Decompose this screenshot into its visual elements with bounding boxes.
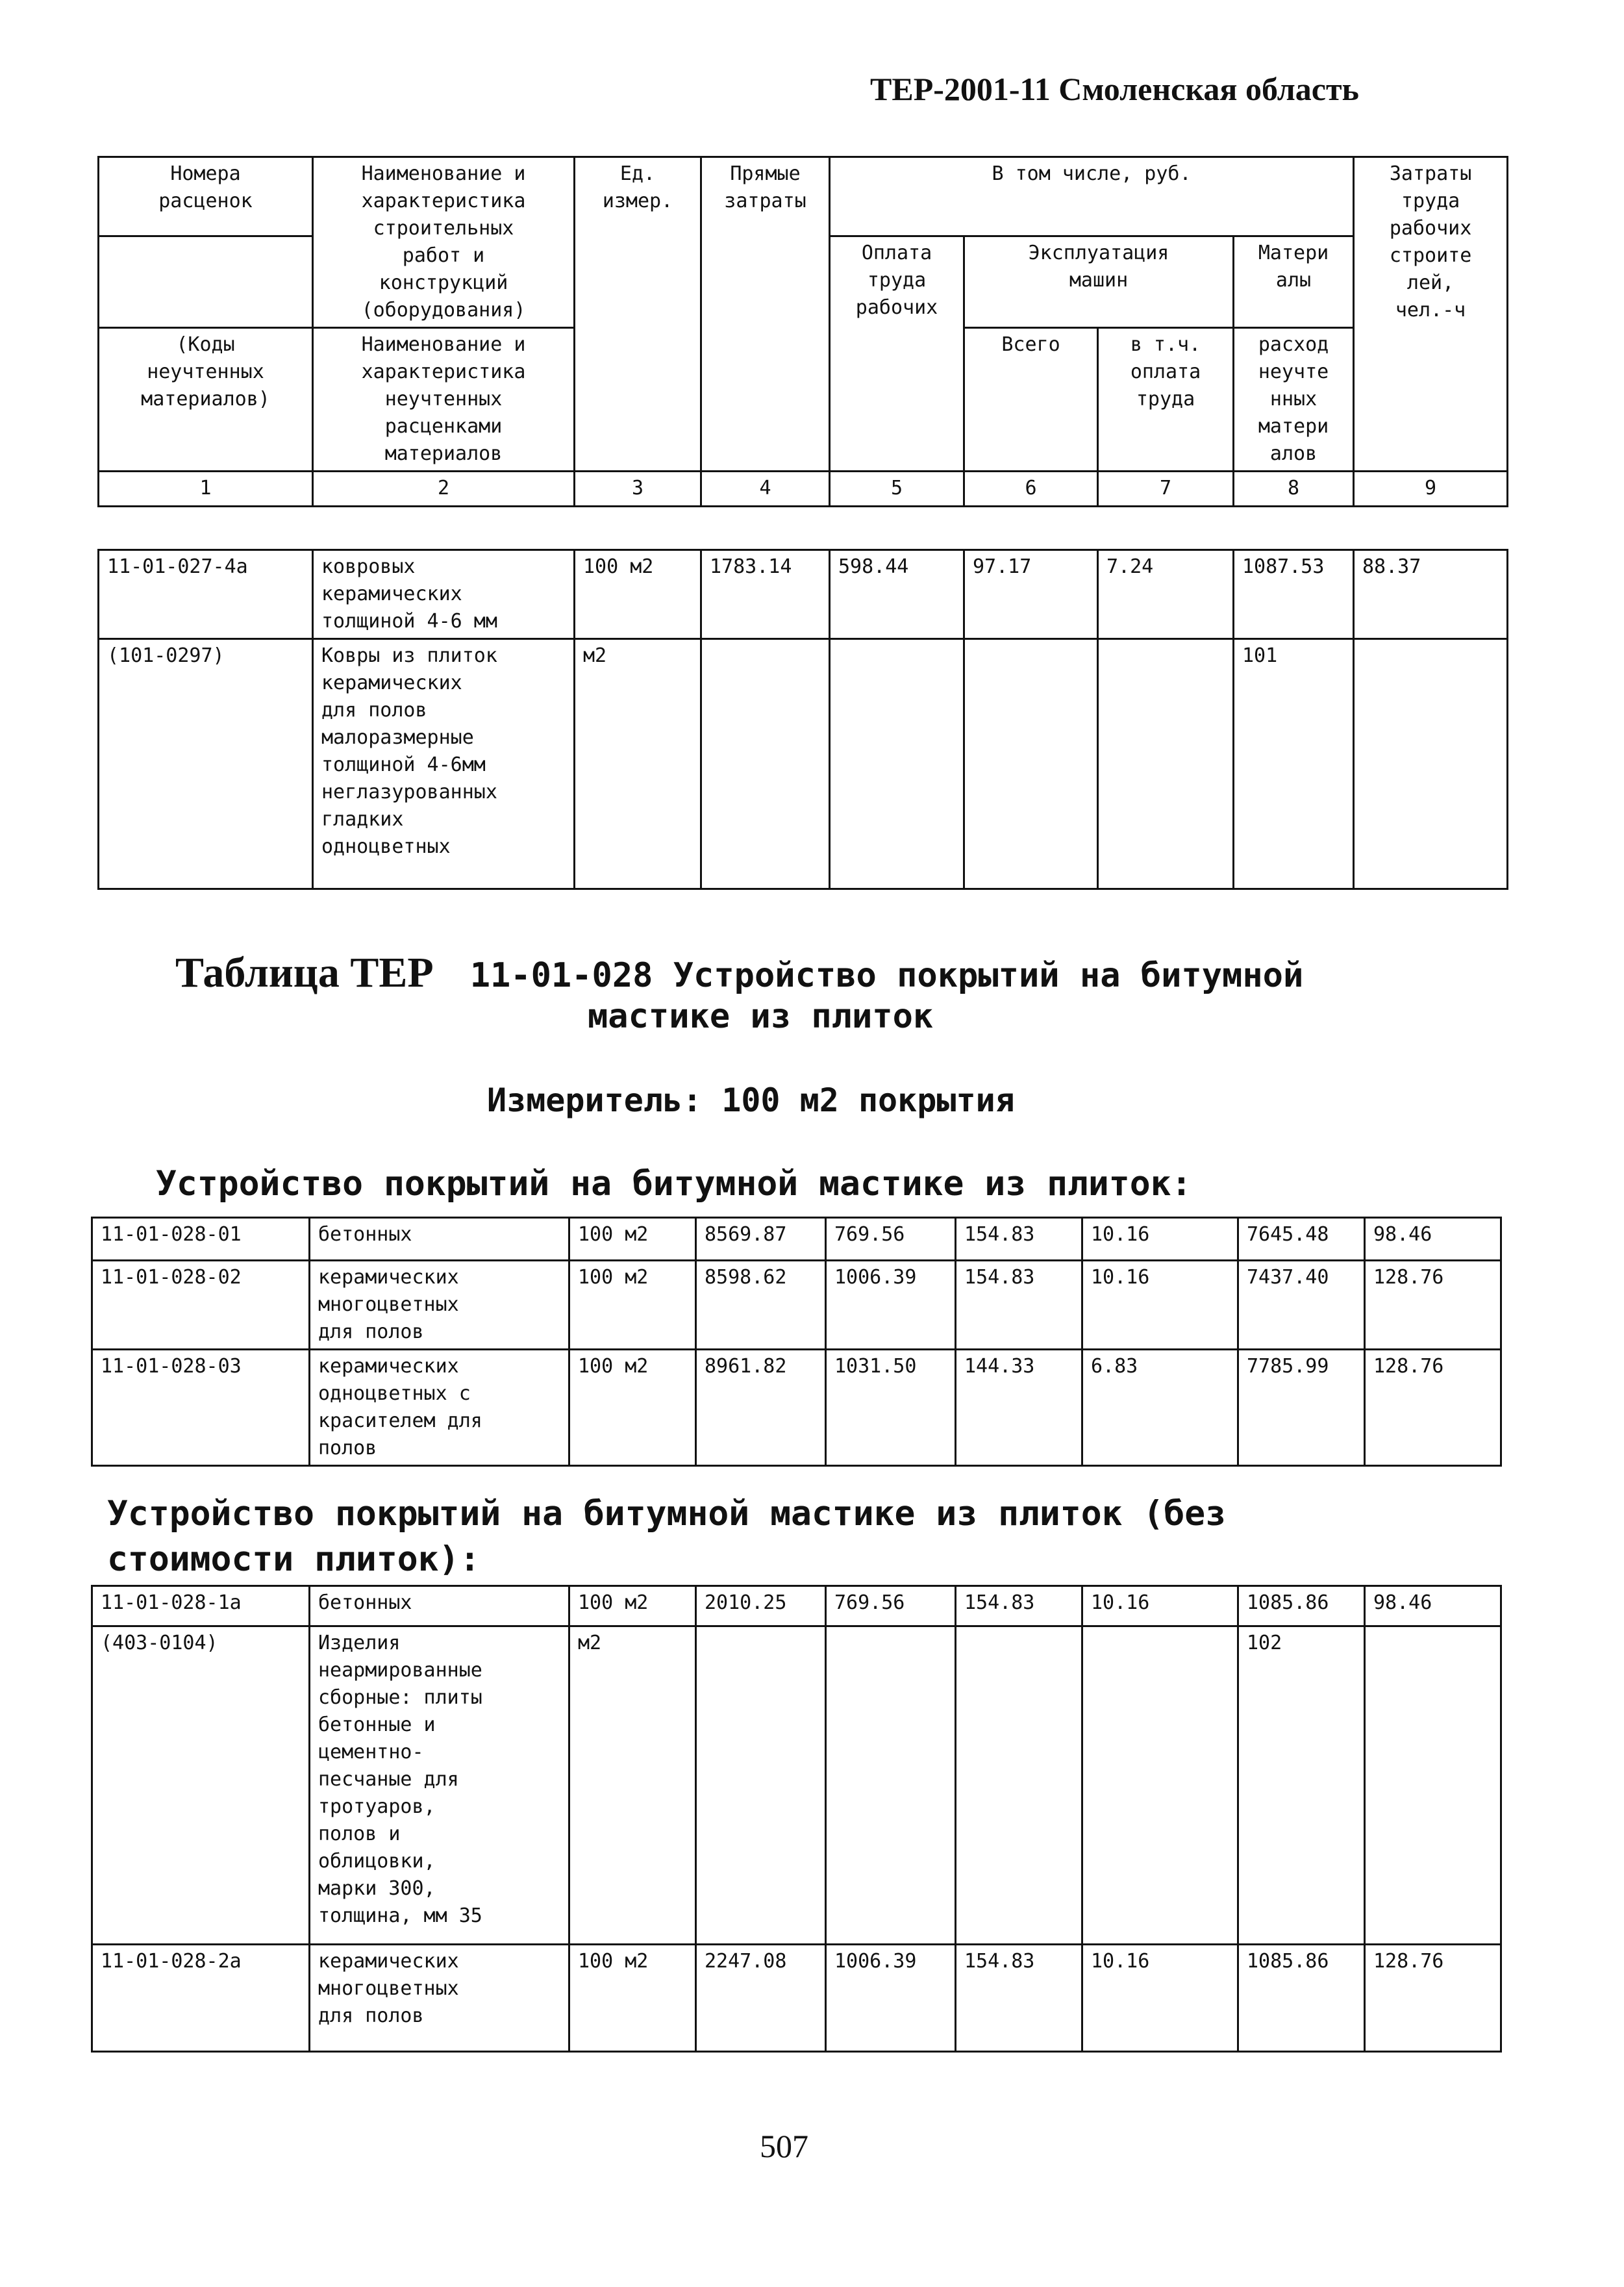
rate-materials: 1085.86	[1238, 1945, 1365, 2052]
rate-labor-hours: 128.76	[1365, 1261, 1501, 1350]
header-machines-total: Всего	[964, 328, 1098, 472]
header-materials: Матери алы	[1234, 236, 1354, 328]
rate-labor: 1031.50	[826, 1350, 956, 1466]
header-col1-spacer	[99, 236, 313, 328]
rate-code: 11-01-028-01	[92, 1218, 310, 1261]
rate-materials: 7785.99	[1238, 1350, 1365, 1466]
rate-labor-hours: 98.46	[1365, 1218, 1501, 1261]
rate-code: 11-01-028-2а	[92, 1945, 310, 2052]
table-title	[175, 948, 1303, 998]
header-col2-bottom: Наименование и характеристика неучтенных расценками материалов	[313, 328, 575, 472]
rate-machines: 154.83	[956, 1218, 1082, 1261]
rate-labor-hours: 98.46	[1365, 1586, 1501, 1626]
rate-labor-hours: 128.76	[1365, 1350, 1501, 1466]
material-code: (403-0104)	[92, 1626, 310, 1945]
table-row	[92, 1586, 1501, 1626]
rate-materials: 1087.53	[1234, 550, 1354, 639]
table-title-lead: Таблица ТЕР	[175, 949, 434, 996]
rate-name: ковровых керамических толщиной 4-6 мм	[313, 550, 575, 639]
rate-machines-labor: 10.16	[1082, 1945, 1238, 2052]
table-title-text: 11-01-028 Устройство покрытий на битумной	[469, 956, 1304, 995]
column-number: 4	[701, 472, 830, 507]
column-number: 9	[1354, 472, 1508, 507]
rate-machines: 154.83	[956, 1945, 1082, 2052]
page-number: 507	[760, 2128, 808, 2164]
column-number: 3	[575, 472, 701, 507]
rate-name: бетонных	[310, 1218, 569, 1261]
column-number: 5	[830, 472, 964, 507]
material-machines-labor	[1098, 639, 1234, 889]
material-labor	[830, 639, 964, 889]
table-row	[92, 1350, 1501, 1466]
rate-direct: 8598.62	[696, 1261, 826, 1350]
rate-labor: 1006.39	[826, 1945, 956, 2052]
material-name: Изделия неармированные сборные: плиты бетонные и цементно- песчаные для тротуаров, полов и облицовки, марки 300, толщина, мм 35	[310, 1626, 569, 1945]
rate-materials: 7437.40	[1238, 1261, 1365, 1350]
rate-machines: 144.33	[956, 1350, 1082, 1466]
header-direct-costs: Прямые затраты	[701, 157, 830, 472]
rate-machines-labor: 7.24	[1098, 550, 1234, 639]
rate-machines-labor: 10.16	[1082, 1586, 1238, 1626]
material-machines-labor	[1082, 1626, 1238, 1945]
material-machines	[964, 639, 1098, 889]
column-number: 6	[964, 472, 1098, 507]
rate-machines: 154.83	[956, 1586, 1082, 1626]
table-row	[92, 1261, 1501, 1350]
rate-direct: 1783.14	[701, 550, 830, 639]
material-name: Ковры из плиток керамических для полов малоразмерные толщиной 4-6мм неглазурованных гладких одноцветных	[313, 639, 575, 889]
material-direct	[701, 639, 830, 889]
running-title: ТЕР-2001-11 Смоленская область	[870, 71, 1359, 107]
rate-code: 11-01-028-1а	[92, 1586, 310, 1626]
rate-name: керамических многоцветных для полов	[310, 1261, 569, 1350]
rate-code: 11-01-028-03	[92, 1350, 310, 1466]
material-machines	[956, 1626, 1082, 1945]
header-materials-consumption: расход неучте нных матери алов	[1234, 328, 1354, 472]
header-labor-hours: Затраты труда рабочих строите лей, чел.-ч	[1354, 157, 1508, 472]
rate-unit: 100 м2	[569, 1261, 696, 1350]
header-machines-labor: в т.ч. оплата труда	[1098, 328, 1234, 472]
rate-labor: 1006.39	[826, 1261, 956, 1350]
rate-name: бетонных	[310, 1586, 569, 1626]
header-machines: Эксплуатация машин	[964, 236, 1234, 328]
material-labor-hours	[1354, 639, 1508, 889]
material-unit: м2	[569, 1626, 696, 1945]
rate-unit: 100 м2	[569, 1945, 696, 2052]
material-labor-hours	[1365, 1626, 1501, 1945]
header-col1-top: Номера расценок	[99, 157, 313, 236]
rate-code: 11-01-027-4а	[99, 550, 313, 639]
rate-labor: 769.56	[826, 1586, 956, 1626]
rate-unit: 100 м2	[569, 1350, 696, 1466]
header-col1-bottom: (Коды неучтенных материалов)	[99, 328, 313, 472]
header-unit: Ед. измер.	[575, 157, 701, 472]
rate-unit: 100 м2	[569, 1586, 696, 1626]
section2-title-line1: Устройство покрытий на битумной мастике из плиток (без	[107, 1494, 1227, 1534]
meter: Измеритель: 100 м2 покрытия	[487, 1081, 1015, 1119]
table-row	[92, 1945, 1501, 2052]
table-row	[99, 639, 1508, 889]
rate-unit: 100 м2	[569, 1218, 696, 1261]
rate-labor: 598.44	[830, 550, 964, 639]
rates-table-027	[97, 549, 1508, 890]
rate-machines: 154.83	[956, 1261, 1082, 1350]
header-col2-top: Наименование и характеристика строительных работ и конструкций (оборудования)	[313, 157, 575, 328]
rates-table-section1	[91, 1217, 1502, 1467]
rate-machines-labor: 6.83	[1082, 1350, 1238, 1466]
column-number: 7	[1098, 472, 1234, 507]
rate-labor: 769.56	[826, 1218, 956, 1261]
rate-name: керамических многоцветных для полов	[310, 1945, 569, 2052]
material-code: (101-0297)	[99, 639, 313, 889]
rate-unit: 100 м2	[575, 550, 701, 639]
rate-materials: 7645.48	[1238, 1218, 1365, 1261]
material-labor	[826, 1626, 956, 1945]
rate-direct: 2247.08	[696, 1945, 826, 2052]
rate-materials: 1085.86	[1238, 1586, 1365, 1626]
rate-labor-hours: 128.76	[1365, 1945, 1501, 2052]
rate-code: 11-01-028-02	[92, 1261, 310, 1350]
section2-title-line2: стоимости плиток):	[107, 1539, 481, 1579]
table-row	[92, 1626, 1501, 1945]
header-including: В том числе, руб.	[830, 157, 1354, 236]
rate-machines-labor: 10.16	[1082, 1261, 1238, 1350]
material-consumption: 101	[1234, 639, 1354, 889]
column-number: 8	[1234, 472, 1354, 507]
rate-direct: 8961.82	[696, 1350, 826, 1466]
column-number: 2	[313, 472, 575, 507]
material-unit: м2	[575, 639, 701, 889]
rates-table-section2	[91, 1585, 1502, 2053]
rate-machines: 97.17	[964, 550, 1098, 639]
rate-machines-labor: 10.16	[1082, 1218, 1238, 1261]
rate-labor-hours: 88.37	[1354, 550, 1508, 639]
rate-name: керамических одноцветных с красителем для полов	[310, 1350, 569, 1466]
column-number: 1	[99, 472, 313, 507]
header-table	[97, 156, 1508, 507]
rate-direct: 2010.25	[696, 1586, 826, 1626]
rate-direct: 8569.87	[696, 1218, 826, 1261]
table-row	[99, 550, 1508, 639]
table-title-line2: мастике из плиток	[588, 997, 934, 1036]
header-labor-pay: Оплата труда рабочих	[830, 236, 964, 472]
material-direct	[696, 1626, 826, 1945]
table-row	[92, 1218, 1501, 1261]
section1-title: Устройство покрытий на битумной мастике из плиток:	[156, 1164, 1192, 1204]
material-consumption: 102	[1238, 1626, 1365, 1945]
